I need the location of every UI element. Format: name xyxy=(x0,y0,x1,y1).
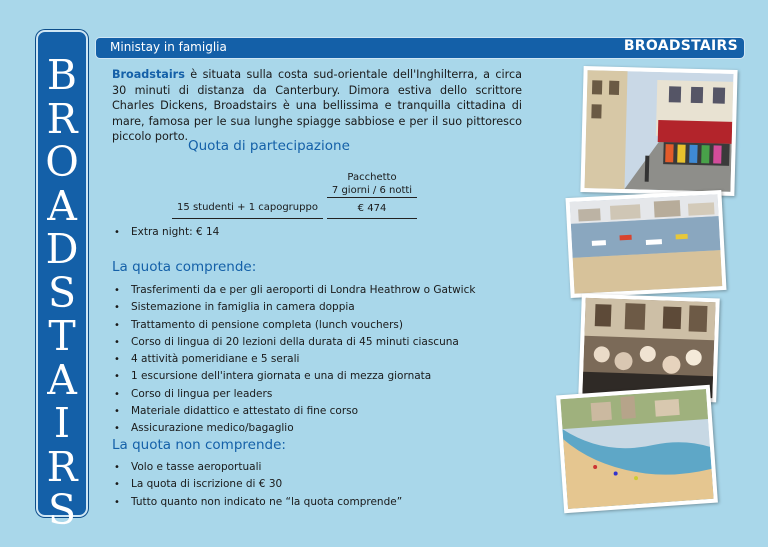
side-letter: O xyxy=(45,138,79,186)
includes-item: • Corso di lingua per leaders xyxy=(112,386,475,403)
photo-street xyxy=(580,66,737,196)
includes-list xyxy=(112,282,475,438)
includes-item: • Sistemazione in famiglia in camera doppia xyxy=(112,299,475,316)
price-table xyxy=(172,171,417,219)
header-title: BROADSTAIRS xyxy=(623,38,738,54)
side-letter: B xyxy=(46,51,78,99)
side-banner xyxy=(36,30,88,534)
intro-town-name: Broadstairs xyxy=(112,68,185,81)
quota-title: Quota di partecipazione xyxy=(188,138,350,154)
price-row-label: 15 studenti + 1 capogruppo xyxy=(172,198,323,219)
side-banner-letters xyxy=(36,51,88,534)
header-bar xyxy=(96,38,744,58)
street-image xyxy=(584,70,733,192)
includes-item: • 4 attività pomeridiane e 5 serali xyxy=(112,351,475,368)
includes-item: • Trasferimenti da e per gli aeroporti di Londra Heathrow o Gatwick xyxy=(112,282,475,299)
side-letter: S xyxy=(47,268,77,317)
side-letter: A xyxy=(47,355,77,404)
excludes-item: • Volo e tasse aeroportuali xyxy=(112,459,402,476)
price-row-value: € 474 xyxy=(327,198,417,219)
includes-title: La quota comprende: xyxy=(112,259,257,275)
side-letter: D xyxy=(45,225,79,273)
includes-item: • 1 escursione dell'intera giornata e una di mezza giornata xyxy=(112,368,475,385)
photo-beach xyxy=(556,385,718,513)
excludes-item: • Tutto quanto non indicato ne “la quota comprende” xyxy=(112,494,402,511)
includes-item: • Materiale didattico e attestato di fine corso xyxy=(112,403,475,420)
side-letter: A xyxy=(47,181,77,230)
extra-night-list xyxy=(112,224,219,241)
beach-image xyxy=(560,389,713,509)
includes-item: • Assicurazione medico/bagaglio xyxy=(112,420,475,437)
side-letter: T xyxy=(48,312,76,360)
extra-night-item: • Extra night: € 14 xyxy=(112,224,219,241)
side-letter: R xyxy=(46,442,78,491)
excludes-list xyxy=(112,459,402,511)
harbour-image xyxy=(570,194,723,294)
excludes-item: • La quota di iscrizione di € 30 xyxy=(112,476,402,493)
intro-text: è situata sulla costa sud-orientale dell'Inghilterra, a circa 30 minuti di distanza da Canterbury. Dimora estiva dello scrittore Charles Dickens, Broadstairs è una bellissima e tranquilla cittadina di mare, famosa per le sua lunghe spiagge sabbiose e per il suo pittoresco piccolo porto. xyxy=(112,68,522,143)
includes-item: • Trattamento di pensione completa (lunch vouchers) xyxy=(112,317,475,334)
crowd-image xyxy=(582,298,715,398)
side-letter: S xyxy=(47,486,77,534)
header-subtitle: Ministay in famiglia xyxy=(110,40,227,54)
intro-paragraph xyxy=(112,67,522,145)
package-header: Pacchetto 7 giorni / 6 notti xyxy=(327,171,417,198)
includes-item: • Corso di lingua di 20 lezioni della durata di 45 minuti ciascuna xyxy=(112,334,475,351)
photo-harbour xyxy=(565,190,726,298)
side-letter: I xyxy=(53,399,71,447)
side-letter: R xyxy=(46,94,78,143)
excludes-title: La quota non comprende: xyxy=(112,437,286,453)
